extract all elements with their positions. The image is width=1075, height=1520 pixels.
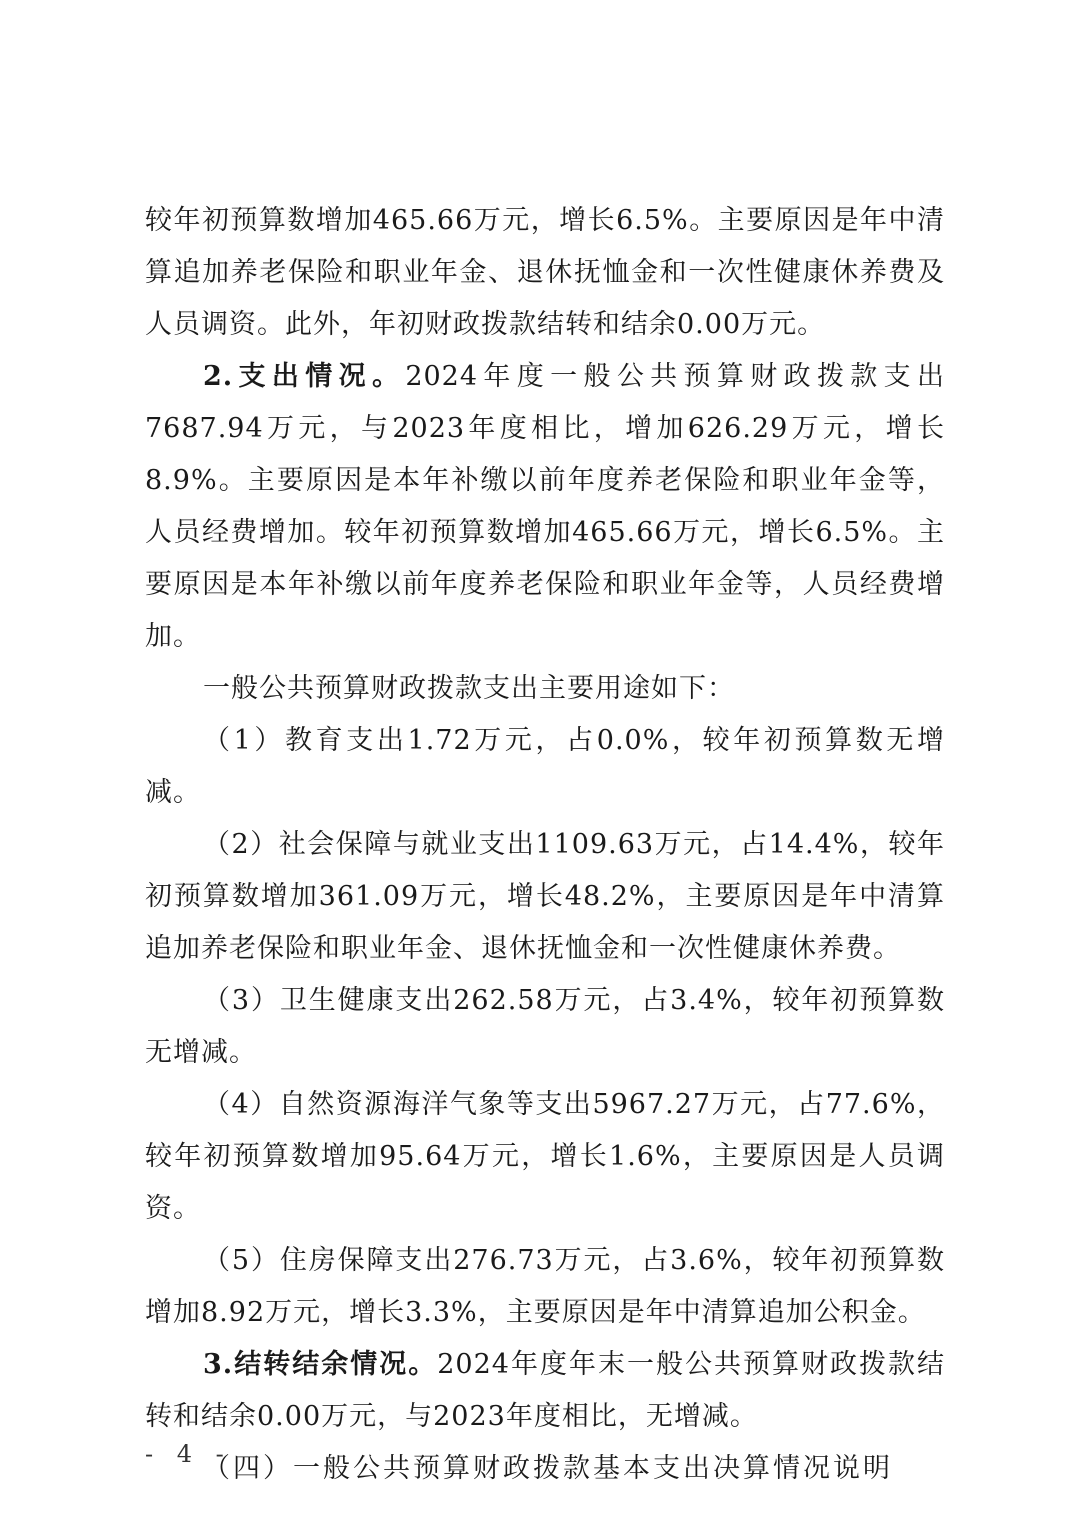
expenditure-lead: 2.支出情况。 — [203, 361, 406, 392]
paragraph-carryover — [145, 1339, 945, 1443]
expenditure-text: 2024年度一般公共预算财政拨款支出7687.94万元，与2023年度相比，增加626.29万元，增长8.9%。主要原因是本年补缴以前年度养老保险和职业年金等，人员经费增加。较年初预算数增加465.66万元，增长6.5%。主要原因是本年补缴以前年度养老保险和职业年金等，人员经费增加。 — [145, 361, 946, 652]
document-body — [145, 195, 945, 1495]
list-item-education: （1）教育支出1.72万元，占0.0%，较年初预算数无增减。 — [145, 725, 945, 808]
page-number: - 4 - — [145, 1440, 232, 1468]
section-heading: （四）一般公共预算财政拨款基本支出决算情况说明 — [203, 1453, 893, 1484]
carryover-text: 2024年度年末一般公共预算财政拨款结转和结余0.00万元，与2023年度相比，无增减。 — [145, 1349, 946, 1432]
paragraph-expenditure — [145, 351, 945, 663]
list-item-natural-resources: （4）自然资源海洋气象等支出5967.27万元，占77.6%，较年初预算数增加95.64万元，增长1.6%，主要原因是人员调资。 — [145, 1089, 945, 1224]
list-item-health: （3）卫生健康支出262.58万元，占3.4%，较年初预算数无增减。 — [145, 985, 945, 1068]
list-item-housing: （5）住房保障支出276.73万元，占3.6%，较年初预算数增加8.92万元，增长3.3%，主要原因是年中清算追加公积金。 — [145, 1245, 945, 1328]
paragraph-usage-intro: 一般公共预算财政拨款支出主要用途如下： — [203, 673, 735, 704]
paragraph-budget-increase: 较年初预算数增加465.66万元，增长6.5%。主要原因是年中清算追加养老保险和职业年金、退休抚恤金和一次性健康休养费及人员调资。此外，年初财政拨款结转和结余0.00万元。 — [145, 205, 945, 340]
list-item-social-security: （2）社会保障与就业支出1109.63万元，占14.4%，较年初预算数增加361.09万元，增长48.2%，主要原因是年中清算追加养老保险和职业年金、退休抚恤金和一次性健康休养费。 — [145, 829, 945, 964]
carryover-lead: 3.结转结余情况。 — [203, 1349, 438, 1380]
